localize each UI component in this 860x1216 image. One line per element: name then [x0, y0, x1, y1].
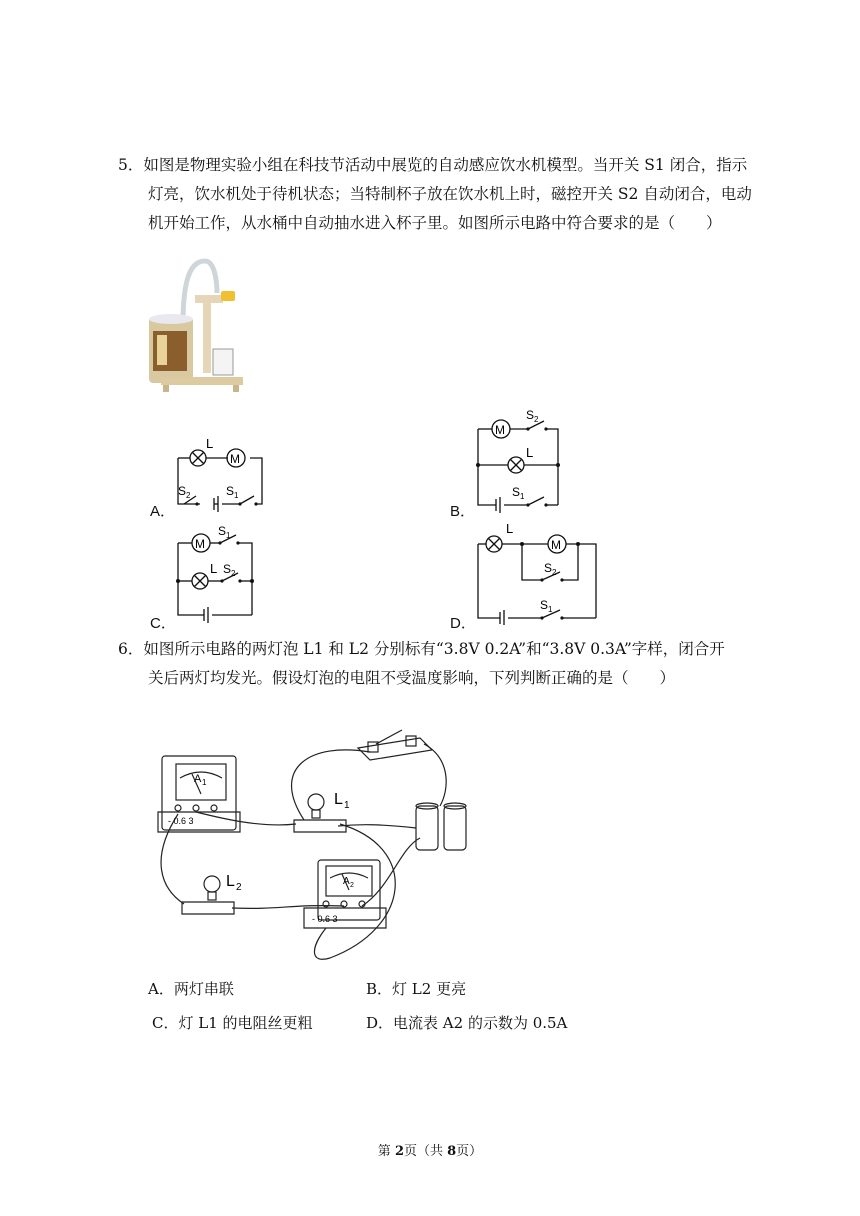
l1-label: L [334, 791, 343, 808]
physical-circuit-diagram [150, 728, 480, 968]
circuit-d [470, 520, 605, 625]
label-subscript: 2 [552, 568, 557, 577]
label-m: M [495, 423, 505, 437]
q5-option-a-label: A． [150, 503, 176, 520]
label-s: S [512, 485, 521, 499]
label-subscript: 1 [234, 491, 239, 500]
l2-label: L [226, 873, 235, 890]
label-subscript: 1 [520, 492, 525, 501]
page-footer [0, 1140, 860, 1159]
q5-option-b-label: B． [450, 503, 476, 520]
footer-middle: 页（共 [403, 1144, 448, 1159]
footer-page-number: 2 [394, 1144, 404, 1159]
label-s: S [178, 484, 187, 498]
l1-label-sub: 1 [344, 800, 350, 811]
label-subscript: 2 [534, 415, 539, 424]
footer-total-pages: 8 [447, 1144, 457, 1159]
label-m: M [230, 452, 240, 466]
q6-answer-b: B．灯 L2 更亮 [366, 980, 467, 998]
q6-line-2: 关后两灯均发光。假设灯泡的电阻不受温度影响，下列判断正确的是（ ） [148, 669, 676, 687]
q6-answer-a: A．两灯串联 [148, 980, 234, 998]
a1-scale: - 0.6 3 [168, 816, 194, 826]
q5-line-3: 机开始工作，从水桶中自动抽水进入杯子里。如图所示电路中符合要求的是（ ） [148, 214, 722, 232]
circuit-b [470, 405, 570, 515]
label-s: S [218, 525, 227, 538]
q6-answer-d: D．电流表 A2 的示数为 0.5A [366, 1014, 568, 1032]
label-m: M [551, 538, 561, 552]
a1-label-sub: 1 [202, 778, 207, 787]
a2-scale: - 0.6 3 [312, 914, 338, 924]
label-s: S [540, 598, 549, 612]
footer-prefix: 第 [377, 1144, 395, 1159]
label-subscript: 1 [226, 531, 231, 540]
label-l: L [526, 445, 534, 460]
l2-label-sub: 2 [236, 882, 242, 893]
label-l: L [506, 521, 514, 536]
q5-option-c-label: C． [150, 615, 176, 632]
circuit-a [170, 430, 270, 515]
label-s: S [544, 561, 553, 575]
circuit-c [170, 525, 270, 625]
label-l: L [206, 436, 214, 451]
footer-suffix: 页） [456, 1144, 483, 1159]
question-5 [118, 151, 752, 238]
a1-label: A [194, 773, 202, 785]
label-subscript: 2 [186, 491, 191, 500]
q5-line-1: 5．如图是物理实验小组在科技节活动中展览的自动感应饮水机模型。当开关 S1 闭合，指示 [118, 156, 748, 174]
q5-line-2: 灯亮，饮水机处于待机状态；当特制杯子放在饮水机上时，磁控开关 S2 自动闭合，电动 [148, 185, 752, 203]
water-dispenser-photo [143, 253, 253, 393]
label-s: S [223, 562, 232, 576]
a2-label: A [343, 876, 350, 887]
label-s: S [526, 408, 535, 422]
label-subscript: 2 [231, 569, 236, 578]
q6-answer-c: C．灯 L1 的电阻丝更粗 [152, 1014, 313, 1032]
question-6 [118, 635, 738, 693]
q6-line-1: 6．如图所示电路的两灯泡 L1 和 L2 分别标有“3.8V 0.2A”和“3.8V 0.3A”字样，闭合开 [118, 640, 725, 658]
label-s: S [226, 484, 235, 498]
a2-label-sub: 2 [350, 882, 354, 889]
label-subscript: 1 [548, 605, 553, 614]
label-l: L [210, 561, 218, 576]
q5-option-d-label: D． [450, 615, 476, 632]
label-m: M [195, 537, 205, 551]
